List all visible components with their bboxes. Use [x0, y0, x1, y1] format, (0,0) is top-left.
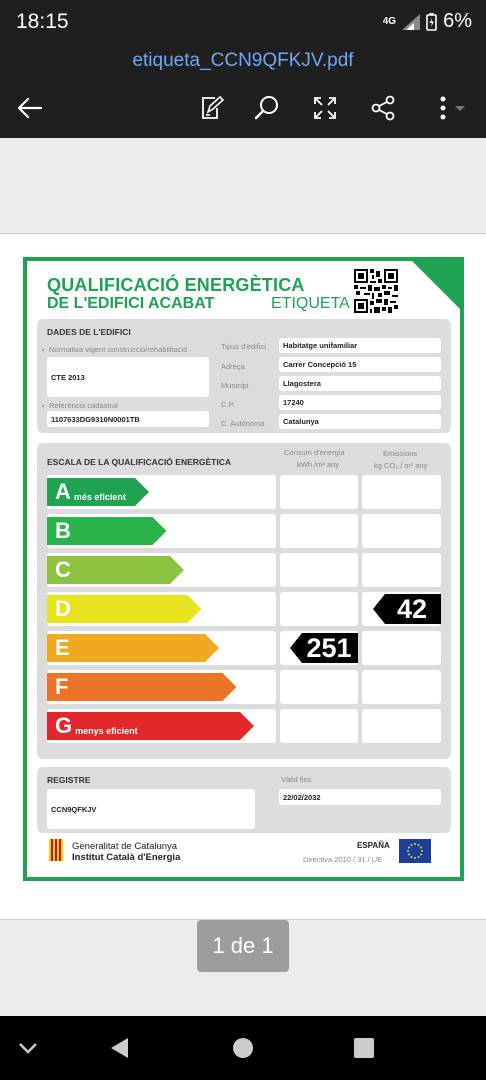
class-label: [55, 673, 68, 701]
consum-cell: [280, 709, 358, 743]
pdf-page[interactable]: [0, 233, 486, 920]
scale-row-b: [37, 514, 451, 548]
building-data-panel: [37, 319, 451, 433]
emissions-cell: [362, 475, 441, 509]
energy-scale-panel: [37, 443, 451, 759]
emissions-cell: [362, 631, 441, 665]
registre-label: REGISTRE: [47, 775, 91, 785]
field-value: Carrer Concepció 15: [279, 357, 441, 372]
back-arrow-icon: [17, 97, 43, 119]
emissions-value: 42: [396, 593, 428, 624]
document-title: etiqueta_CCN9QFKJV.pdf: [132, 50, 354, 71]
nav-recents-button[interactable]: [352, 1036, 376, 1060]
more-options-button[interactable]: [424, 90, 470, 126]
consum-cell: [280, 475, 358, 509]
country-label: ESPAÑA: [357, 841, 390, 850]
emissions-cell: [362, 670, 441, 704]
class-letter: E: [55, 635, 70, 660]
class-letter: B: [55, 518, 71, 543]
consum-cell: [280, 670, 358, 704]
search-button[interactable]: [249, 90, 285, 126]
class-label: [55, 517, 71, 545]
field-label: C. Autònoma: [221, 419, 265, 428]
more-vertical-icon: [427, 95, 467, 121]
field-label: C.P.: [221, 400, 235, 409]
consum-unit: kWh /m² any: [297, 460, 340, 469]
emissions-unit: kg CO₂ / m² any: [374, 461, 428, 470]
signal-icon: [402, 14, 420, 30]
class-label: [55, 478, 126, 506]
field-value: Llagostera: [279, 376, 441, 391]
status-icons: [383, 10, 472, 33]
scale-row-e: [37, 631, 451, 665]
scale-row-d: [37, 592, 451, 626]
class-letter: C: [55, 557, 71, 582]
directive-label: Directiva 2010 / 31 / UE: [303, 855, 383, 864]
chevron-down-icon: [16, 1036, 40, 1060]
energy-label: [23, 257, 464, 881]
registre-panel: [37, 767, 451, 833]
nav-home-button[interactable]: [231, 1036, 255, 1060]
consum-value: 251: [306, 632, 352, 663]
class-letter: G: [55, 713, 73, 738]
share-icon: [370, 95, 396, 121]
network-type: 4G: [382, 16, 397, 27]
normativa-value: CTE 2013: [47, 357, 209, 397]
class-sublabel: menys eficient: [75, 726, 138, 736]
normativa-label: Normativa vigent construcció/rehabilitació: [49, 345, 188, 354]
valid-label: Vàlid fins: [281, 775, 312, 784]
field-label: Adreça: [221, 362, 245, 371]
gencat-name: Generalitat de Catalunya: [72, 841, 178, 852]
consum-cell: [280, 514, 358, 548]
status-time: 18:15: [16, 10, 69, 33]
label-corner: [408, 257, 464, 313]
search-icon: [254, 95, 280, 121]
consum-cell: [280, 592, 358, 626]
scale-title: ESCALA DE LA QUALIFICACIÓ ENERGÈTICA: [47, 457, 232, 467]
consum-cell: [280, 553, 358, 587]
class-label: [55, 595, 71, 623]
pdf-viewer[interactable]: [0, 138, 486, 1016]
registre-value: CCN9QFKJV: [47, 789, 255, 829]
bullet: [42, 349, 44, 351]
share-button[interactable]: [365, 90, 401, 126]
field-value: Catalunya: [279, 414, 441, 429]
battery-percent: 6%: [443, 10, 472, 32]
referencia-label: Referència cadastral: [49, 401, 118, 410]
consum-header: Consum d'energia: [284, 448, 345, 457]
scale-row-a: [37, 475, 451, 509]
recents-square-icon: [352, 1036, 376, 1060]
valid-value: 22/02/2032: [279, 789, 441, 805]
class-label: [55, 556, 71, 584]
field-value: 17240: [279, 395, 441, 410]
status-bar: [0, 0, 486, 44]
scale-row-g: [37, 709, 451, 743]
back-button[interactable]: [12, 90, 48, 126]
label-subtitle: DE L'EDIFICI ACABAT: [47, 295, 215, 312]
nav-back-button[interactable]: [109, 1036, 133, 1060]
class-label: [55, 712, 138, 740]
class-letter: D: [55, 596, 71, 621]
bullet: [42, 405, 44, 407]
home-circle-icon: [231, 1036, 255, 1060]
generalitat-logo-icon: [49, 839, 63, 861]
field-label: Municipi: [221, 381, 249, 390]
building-data-title: DADES DE L'EDIFICI: [47, 327, 131, 337]
edit-button[interactable]: [193, 90, 229, 126]
class-arrow-f: [47, 673, 237, 701]
class-sublabel: més eficient: [73, 492, 126, 502]
emissions-cell: [362, 553, 441, 587]
field-value: Habitatge unifamiliar: [279, 338, 441, 353]
eu-flag-icon: [399, 839, 431, 863]
label-title: QUALIFICACIÓ ENERGÈTICA: [47, 275, 305, 295]
emissions-cell: [362, 514, 441, 548]
battery-icon: [426, 13, 437, 31]
qr-code-icon: [354, 269, 398, 313]
back-triangle-icon: [109, 1036, 133, 1060]
class-label: [55, 634, 70, 662]
fullscreen-button[interactable]: [307, 90, 343, 126]
scale-row-c: [37, 553, 451, 587]
class-arrow-e: [47, 634, 219, 662]
icaen-name: Institut Català d'Energia: [72, 852, 181, 863]
edit-icon: [198, 95, 224, 121]
navigation-bar: [0, 1016, 486, 1080]
label-tag: ETIQUETA: [271, 295, 350, 312]
hide-keyboard-button[interactable]: [16, 1036, 40, 1060]
class-letter: A: [55, 479, 71, 504]
app-bar: [0, 44, 486, 138]
scale-row-f: [37, 670, 451, 704]
fullscreen-icon: [313, 96, 337, 120]
emissions-cell: [362, 709, 441, 743]
emissions-header: Emissions: [383, 449, 418, 458]
field-label: Tipus d'edifici: [221, 342, 266, 351]
page-indicator: 1 de 1: [197, 920, 289, 972]
referencia-value: 1107633DG9310N0001TB: [47, 411, 209, 427]
class-letter: F: [55, 674, 69, 699]
